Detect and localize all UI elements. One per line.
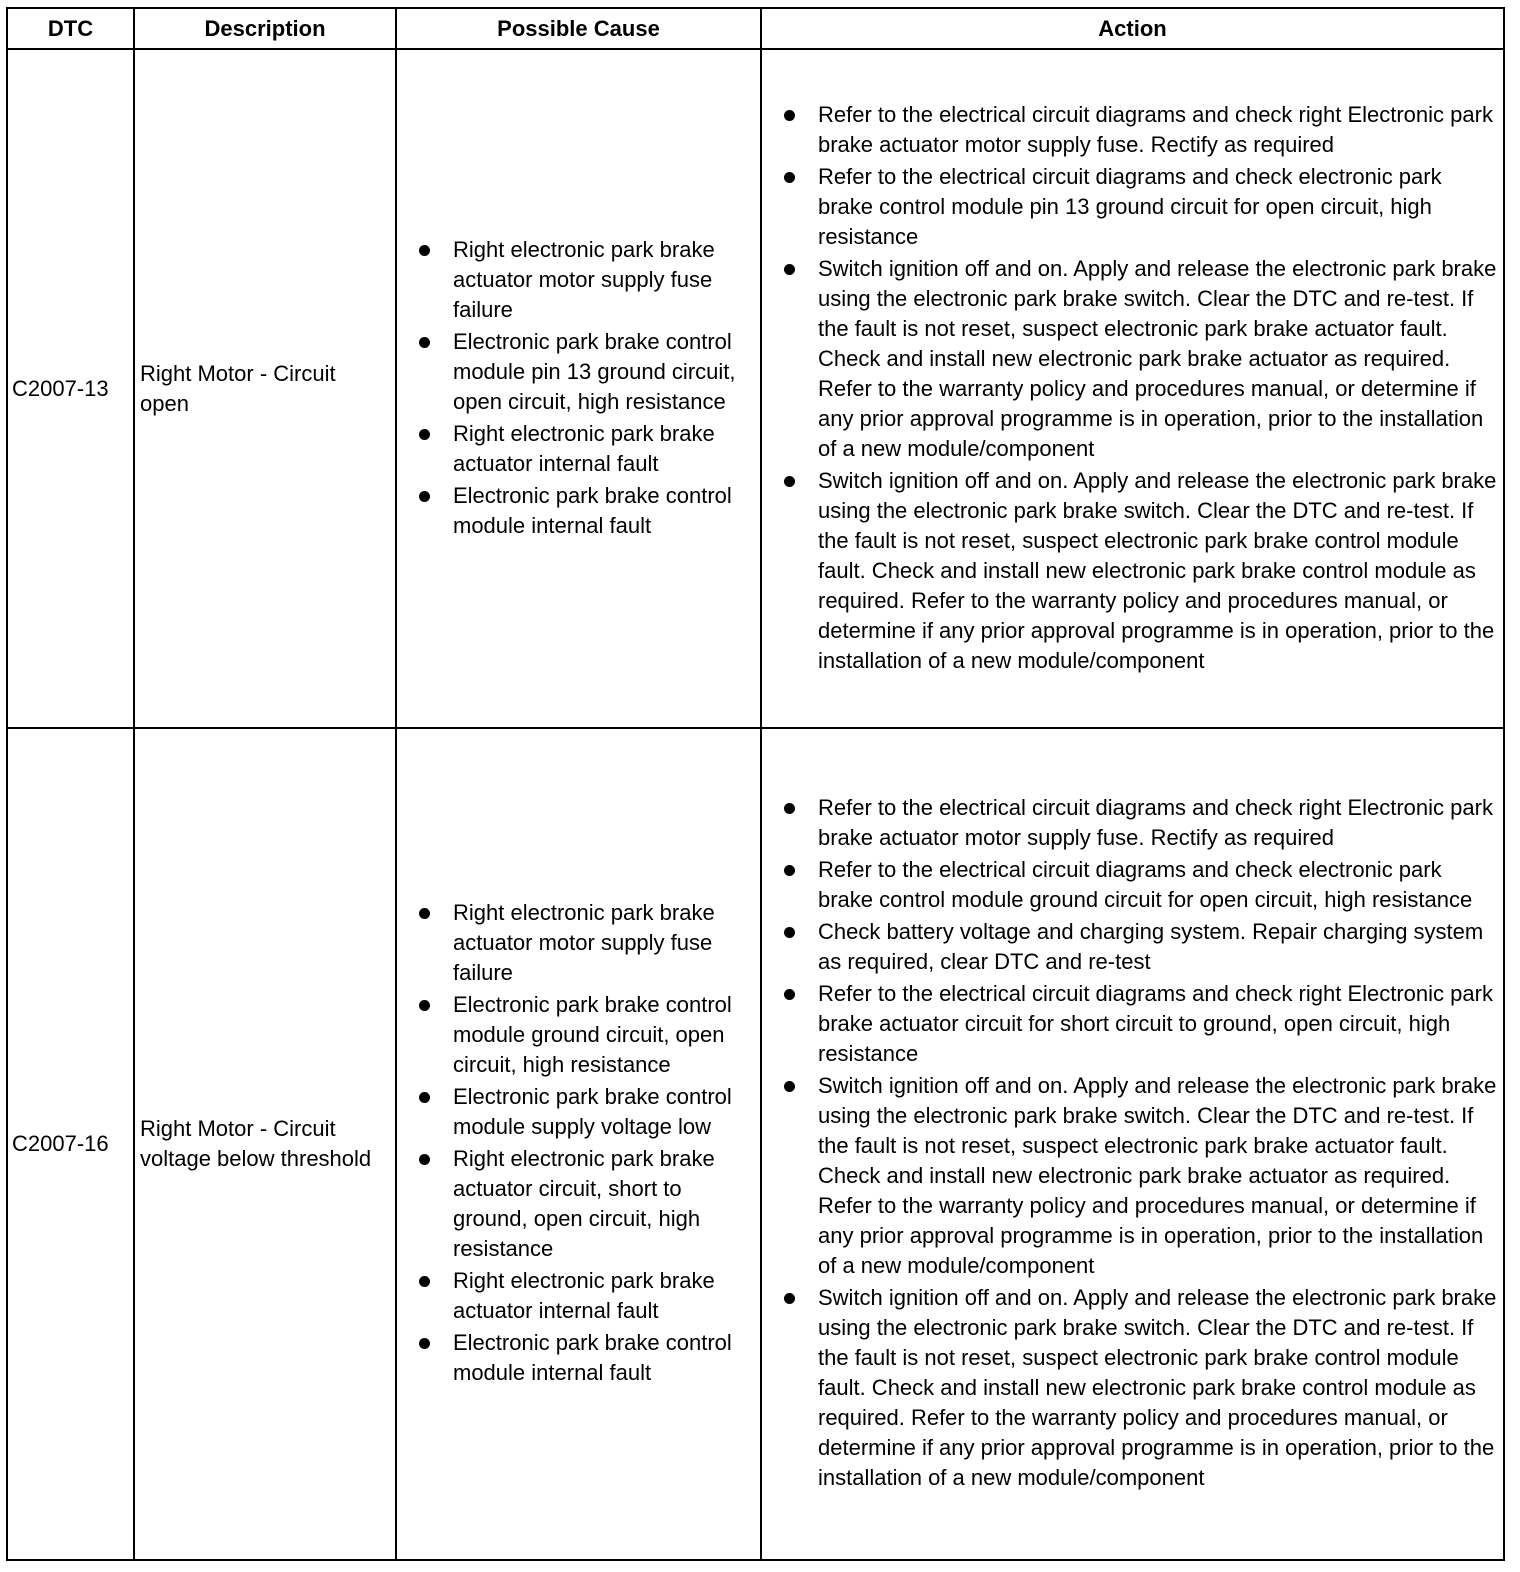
bullet-icon: [784, 927, 795, 938]
header-description: Description: [134, 8, 396, 49]
dtc-description: Right Motor - Circuit voltage below threshold: [134, 728, 396, 1560]
possible-cause-cell: [396, 728, 761, 1560]
cause-text: Electronic park brake control module ground circuit, open circuit, high resistance: [453, 992, 732, 1077]
bullet-icon: [784, 110, 795, 121]
bullet-icon: [784, 865, 795, 876]
list-item: [417, 419, 754, 479]
action-text: Switch ignition off and on. Apply and release the electronic park brake using the electronic park brake switch. Clear the DTC and re-test. If the fault is not reset, suspect electronic park brake control module fault. Check and install new electronic park brake control module as required. Refer to the warranty policy and procedures manual, or determine if any prior approval programme is in operation, prior to the installation of a new module/component: [818, 1285, 1497, 1490]
dtc-code: C2007-16: [7, 728, 134, 1560]
bullet-icon: [419, 1276, 430, 1287]
bullet-icon: [784, 989, 795, 1000]
list-item: [782, 979, 1499, 1069]
cause-text: Electronic park brake control module internal fault: [453, 1330, 732, 1385]
list-item: [417, 481, 754, 541]
list-item: [417, 1082, 754, 1142]
dtc-table: [6, 7, 1505, 1561]
bullet-icon: [419, 491, 430, 502]
action-text: Switch ignition off and on. Apply and release the electronic park brake using the electronic park brake switch. Clear the DTC and re-test. If the fault is not reset, suspect electronic park brake actuator fault. Check and install new electronic park brake actuator as required. Refer to the warranty policy and procedures manual, or determine if any prior approval programme is in operation, prior to the installation of a new module/component: [818, 1073, 1497, 1278]
dtc-description: Right Motor - Circuit open: [134, 49, 396, 728]
list-item: [782, 855, 1499, 915]
list-item: [417, 1144, 754, 1264]
list-item: [782, 793, 1499, 853]
list-item: [782, 1071, 1499, 1281]
bullet-icon: [419, 1092, 430, 1103]
cause-text: Right electronic park brake actuator motor supply fuse failure: [453, 236, 715, 322]
list-item: [417, 898, 754, 988]
dtc-code: C2007-13: [7, 49, 134, 728]
list-item: [417, 990, 754, 1080]
cause-text: Right electronic park brake actuator internal fault: [453, 420, 715, 476]
bullet-icon: [419, 337, 430, 348]
table-header-row: [7, 8, 1504, 49]
list-item: [782, 162, 1499, 252]
bullet-icon: [784, 803, 795, 814]
list-item: [417, 327, 754, 417]
list-item: [782, 466, 1499, 676]
bullet-icon: [419, 1338, 430, 1349]
list-item: [782, 100, 1499, 160]
cause-text: Electronic park brake control module pin 13 ground circuit, open circuit, high resistance: [453, 328, 736, 414]
list-item: [417, 1328, 754, 1388]
action-text: Refer to the electrical circuit diagrams and check right Electronic park brake actuator circuit for short circuit to ground, open circuit, high resistance: [818, 981, 1493, 1066]
header-action: Action: [761, 8, 1504, 49]
action-text: Refer to the electrical circuit diagrams and check right Electronic park brake actuator motor supply fuse. Rectify as required: [818, 101, 1493, 157]
possible-cause-cell: [396, 49, 761, 728]
action-list: [782, 100, 1499, 676]
action-cell: [761, 728, 1504, 1560]
header-possible-cause: Possible Cause: [396, 8, 761, 49]
list-item: [417, 235, 754, 325]
action-text: Refer to the electrical circuit diagrams and check right Electronic park brake actuator motor supply fuse. Rectify as required: [818, 795, 1493, 850]
cause-text: Right electronic park brake actuator circuit, short to ground, open circuit, high resistance: [453, 1146, 715, 1261]
action-cell: [761, 49, 1504, 728]
table-row: [7, 49, 1504, 728]
bullet-icon: [419, 429, 430, 440]
bullet-icon: [784, 476, 795, 487]
list-item: [782, 254, 1499, 464]
action-text: Check battery voltage and charging system. Repair charging system as required, clear DTC and re-test: [818, 919, 1484, 974]
list-item: [417, 1266, 754, 1326]
bullet-icon: [784, 1081, 795, 1092]
bullet-icon: [784, 172, 795, 183]
possible-cause-list: [417, 235, 754, 541]
action-list: [782, 793, 1499, 1493]
bullet-icon: [419, 1154, 430, 1165]
cause-text: Electronic park brake control module internal fault: [453, 482, 732, 538]
cause-text: Right electronic park brake actuator internal fault: [453, 1268, 715, 1323]
action-text: Switch ignition off and on. Apply and release the electronic park brake using the electronic park brake switch. Clear the DTC and re-test. If the fault is not reset, suspect electronic park brake control module fault. Check and install new electronic park brake control module as required. Refer to the warranty policy and procedures manual, or determine if any prior approval programme is in operation, prior to the installation of a new module/component: [818, 467, 1497, 673]
action-text: Refer to the electrical circuit diagrams and check electronic park brake control module ground circuit for open circuit, high resistance: [818, 857, 1473, 912]
table-row: [7, 728, 1504, 1560]
bullet-icon: [419, 908, 430, 919]
bullet-icon: [419, 1000, 430, 1011]
bullet-icon: [784, 264, 795, 275]
cause-text: Right electronic park brake actuator motor supply fuse failure: [453, 900, 715, 985]
list-item: [782, 917, 1499, 977]
cause-text: Electronic park brake control module supply voltage low: [453, 1084, 732, 1139]
action-text: Switch ignition off and on. Apply and release the electronic park brake using the electronic park brake switch. Clear the DTC and re-test. If the fault is not reset, suspect electronic park brake actuator fault. Check and install new electronic park brake actuator as required. Refer to the warranty policy and procedures manual, or determine if any prior approval programme is in operation, prior to the installation of a new module/component: [818, 255, 1497, 461]
header-dtc: DTC: [7, 8, 134, 49]
list-item: [782, 1283, 1499, 1493]
action-text: Refer to the electrical circuit diagrams and check electronic park brake control module pin 13 ground circuit for open circuit, high resistance: [818, 163, 1442, 249]
possible-cause-list: [417, 898, 754, 1388]
bullet-icon: [784, 1293, 795, 1304]
bullet-icon: [419, 245, 430, 256]
